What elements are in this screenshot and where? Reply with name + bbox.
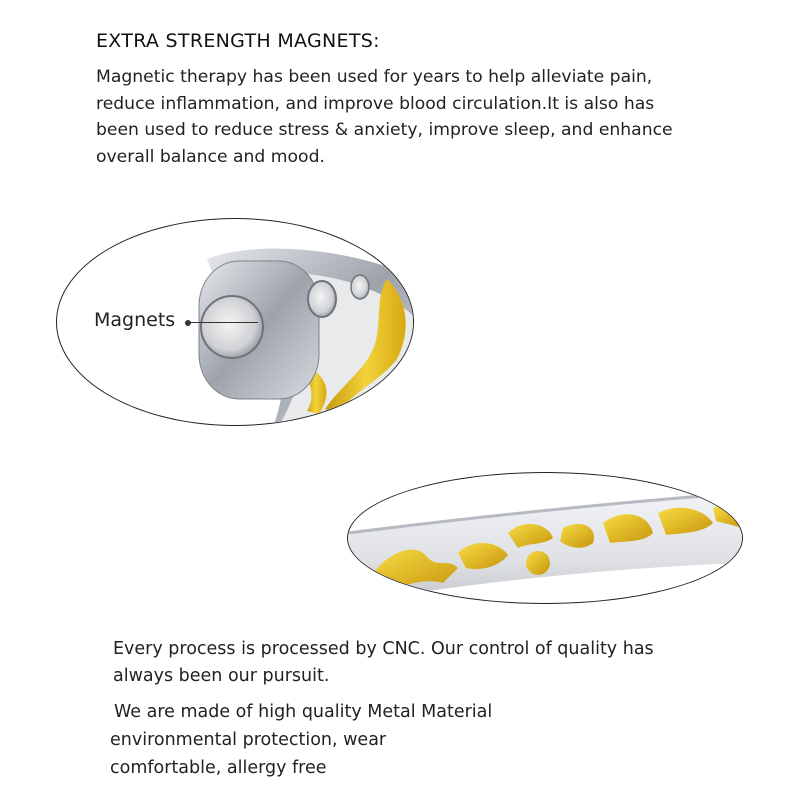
process-line: always been our pursuit. [113, 665, 330, 686]
section-heading: EXTRA STRENGTH MAGNETS: [96, 30, 380, 52]
process-paragraph [113, 636, 753, 689]
magnets-label: Magnets [94, 309, 176, 331]
engraved-band-photo [348, 473, 742, 603]
material-paragraph [110, 698, 710, 782]
intro-paragraph [96, 64, 756, 170]
engraving-closeup-image [347, 472, 743, 604]
material-line: We are made of high quality Metal Material [114, 702, 493, 722]
process-line: Every process is processed by CNC. Our control of quality has [113, 639, 654, 659]
intro-line: been used to reduce stress & anxiety, improve sleep, and enhance [96, 120, 673, 140]
callout-line [188, 322, 258, 323]
intro-line: reduce inflammation, and improve blood circulation.It is also has [96, 93, 655, 114]
intro-line: Magnetic therapy has been used for years to help alleviate pain, [96, 67, 653, 87]
material-line: environmental protection, wear [110, 730, 387, 750]
material-line: comfortable, allergy free [110, 758, 327, 778]
intro-line: overall balance and mood. [96, 146, 325, 167]
